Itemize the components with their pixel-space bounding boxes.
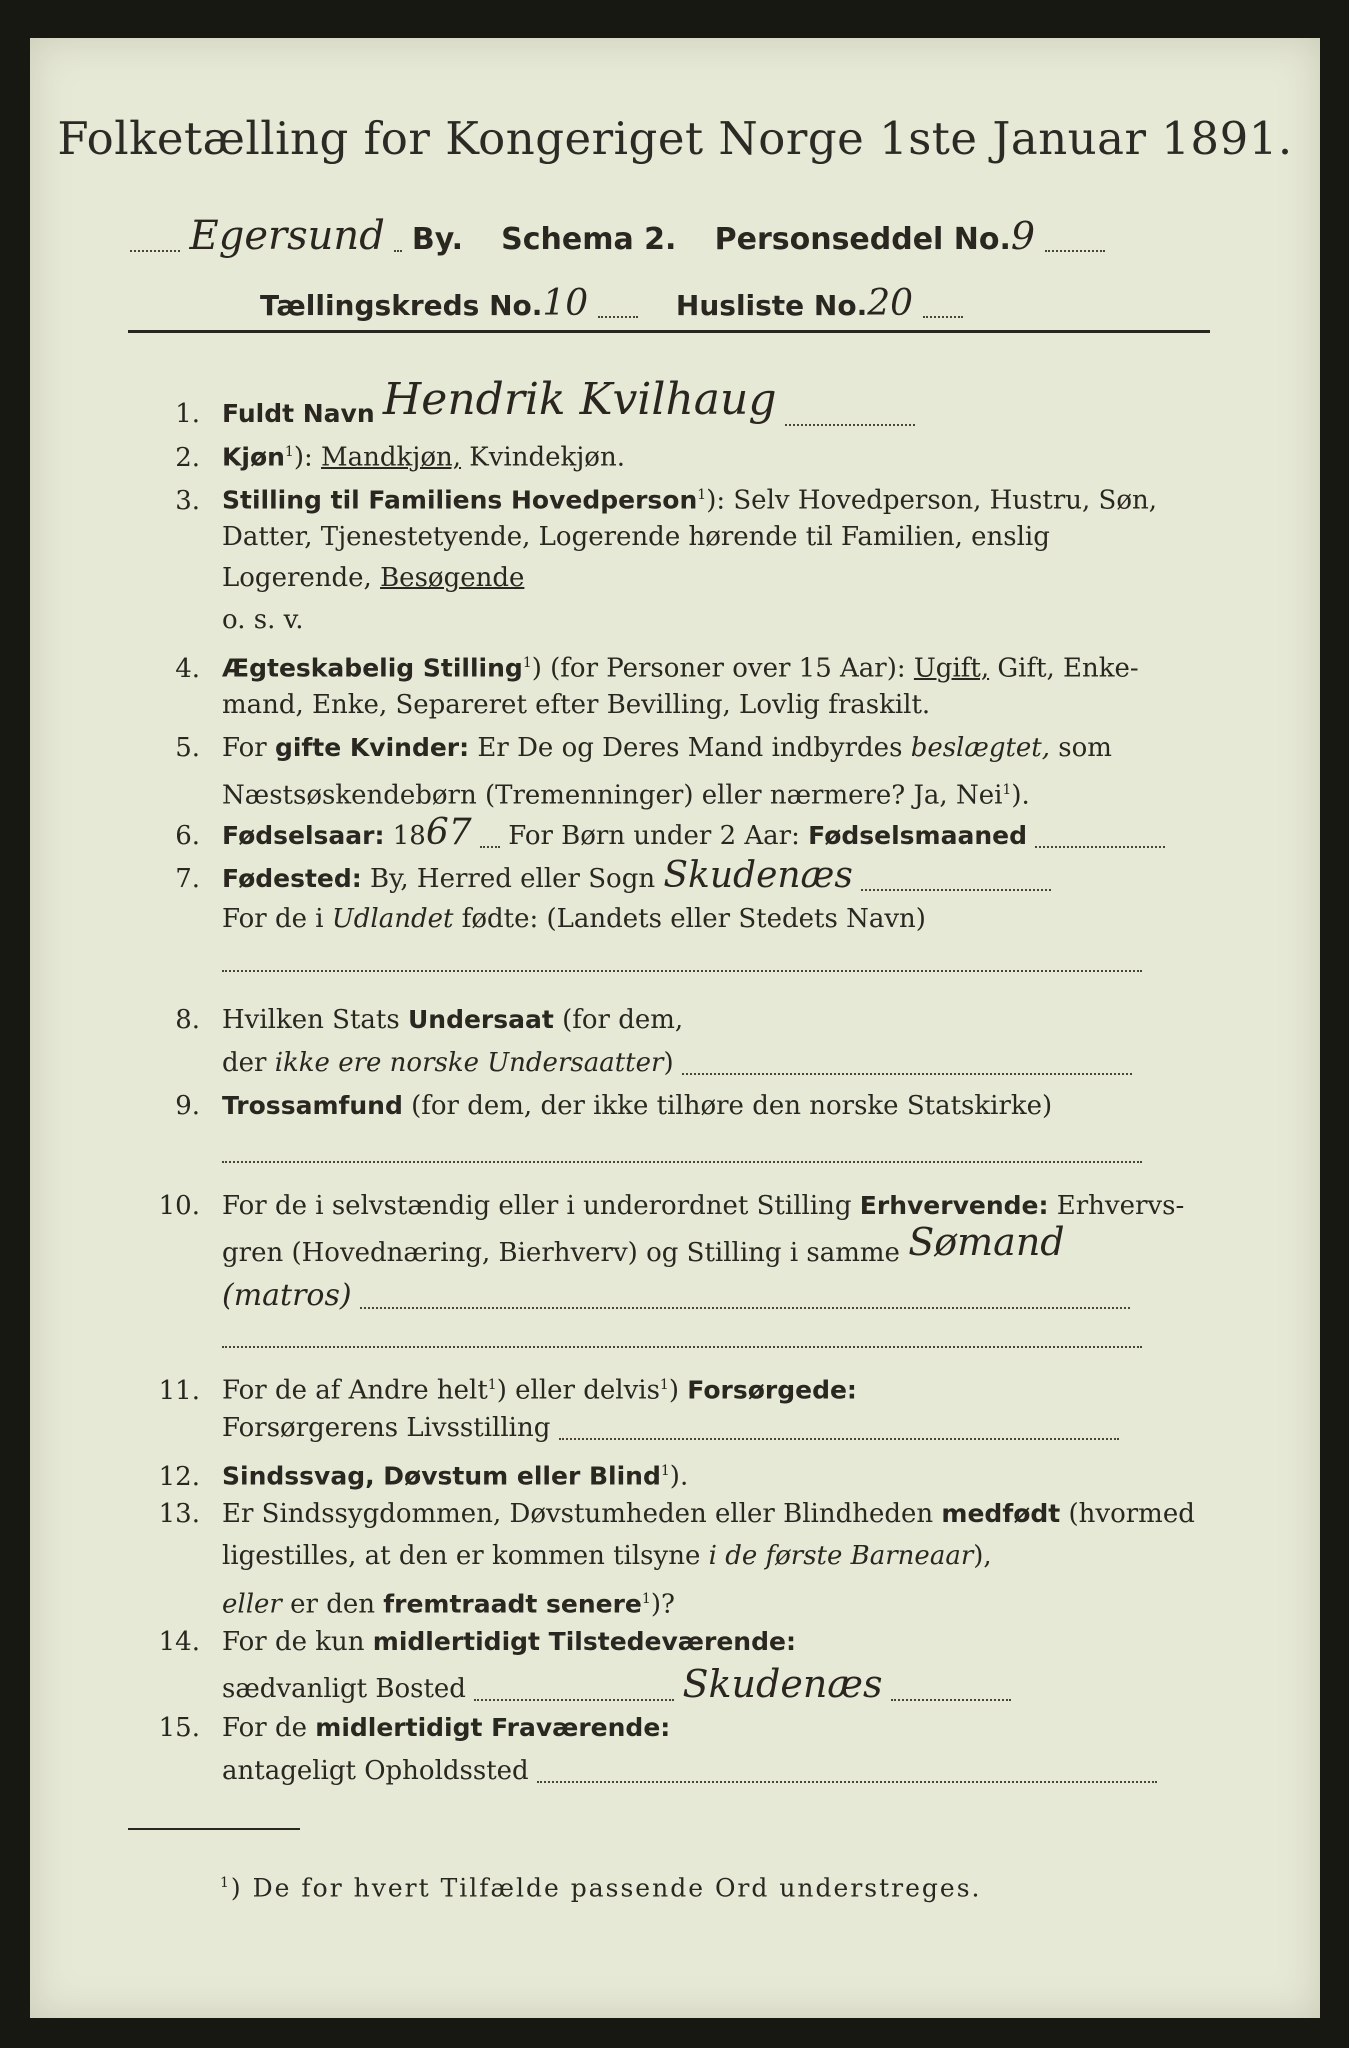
text: ) [663,1048,674,1078]
option-kvindekjon: Kvindekjøn. [469,442,625,473]
item-label: medfødt [941,1499,1061,1528]
dotted-leader [923,296,963,318]
item-label: Forsørgede: [687,1375,857,1405]
item-number: 7. [175,864,200,894]
item-number: 14. [158,1627,200,1657]
text: ligestilles, at den er kommen tilsyne [222,1541,701,1571]
birthplace-handwritten: Skudenæs [663,855,853,896]
text: For de kun [222,1627,365,1657]
text: er den [290,1589,375,1620]
text: ) [668,1375,679,1406]
full-name-handwritten: Hendrik Kvilhaug [382,374,777,425]
footnote [220,1863,1298,1908]
option-ugift-underlined: Ugift, [913,653,990,684]
item-5 [130,728,1208,768]
footnote-ref: 1 [659,1377,669,1393]
dotted-leader [480,826,500,848]
item-label: Trossamfund [222,1091,403,1120]
item-number: 11. [158,1375,200,1406]
item-number: 1. [175,399,200,429]
form-title: Folketælling for Kongeriget Norge 1ste Januar 1891. [57,112,1293,165]
dotted-leader [598,296,638,318]
item-7 [130,856,1208,899]
item-label: Sindssvag, Døvstum eller Blind [222,1461,661,1491]
text: beslægtet, [910,733,1051,763]
item-label: Fuldt Navn [222,399,375,428]
text: For de i [222,904,324,934]
item-label: Undersaat [407,1005,554,1034]
item-9 [130,1086,1208,1126]
personseddel-number: 9 [1010,214,1036,258]
item-11-cont [130,1408,1300,1448]
text: )? [650,1589,675,1620]
item-label: fremtraadt senere [383,1589,642,1619]
text: Forsørgerens Livsstilling [222,1413,551,1443]
footnote-ref: 1 [697,487,707,503]
item-label: Kjøn [222,442,285,472]
item-6 [130,813,1208,856]
item-13 [130,1494,1208,1534]
footnote-ref: 1 [1002,782,1012,798]
item-8-cont [130,1043,1300,1083]
husliste-label: Husliste No. [675,289,868,322]
text: o. s. v. [222,605,304,635]
residence-handwritten: Skudenæs [682,1662,883,1706]
item-number: 13. [158,1499,200,1529]
text: i de første Barneaar [708,1541,974,1571]
text: (for dem, der ikke tilhøre den norske Statskirke) [411,1091,1053,1121]
item-7-cont [130,899,1300,939]
option-besogende-underlined: Besøgende [380,563,525,593]
text: ) (for Personer over 15 Aar): [531,653,906,684]
item-number: 5. [175,733,200,763]
dotted-leader [682,1053,1132,1075]
item-11 [130,1365,1208,1411]
item-number: 15. [158,1713,200,1743]
item-10-cont [130,1220,1300,1273]
town-handwritten: Egersund [189,213,385,259]
option-mandkjon-underlined: Mandkjøn, [321,442,462,473]
dotted-leader [861,869,1051,891]
text: For de af Andre helt [222,1375,488,1406]
item-number: 4. [175,653,200,684]
text: Er De og Deres Mand indbyrdes [477,733,903,763]
item-12 [130,1451,1208,1497]
text: Logerende, [222,563,372,593]
text: der [222,1048,267,1078]
item-number: 8. [175,1005,200,1035]
dotted-leader [222,950,1142,972]
text: Næstsøskendebørn (Tremenninger) eller nærmere? Ja, Nei [222,780,1003,811]
footnote-ref: 1 [220,1875,231,1891]
text: ikke ere norske Undersaatter [274,1048,664,1078]
text: som [1058,733,1112,763]
item-14-cont [130,1664,1300,1709]
text: 18 [392,821,426,851]
text: eller [222,1589,282,1620]
item-10-blank [130,1316,1300,1356]
dotted-leader [785,404,915,426]
item-4-cont [130,685,1300,725]
dotted-leader [1035,826,1165,848]
text: antageligt Opholdssted [222,1756,529,1786]
item-15 [130,1708,1208,1748]
text: Datter, Tjenestetyende, Logerende hørende til Familien, enslig [222,522,1050,552]
footnote-ref: 1 [660,1463,670,1479]
item-3-cont [130,558,1300,598]
item-7-blank [130,940,1300,980]
text: ), [973,1541,992,1571]
item-number: 12. [158,1461,200,1492]
item-15-cont [130,1751,1300,1791]
dotted-leader [394,230,402,252]
by-label: By. [411,222,463,257]
footnote-ref: 1 [522,655,532,671]
occupation-handwritten: Sømand [908,1220,1065,1264]
item-2 [130,432,1208,478]
item-4 [130,643,1208,689]
item-label: Fødselsaar: [222,821,385,850]
kreds-line [260,284,1338,326]
header-rule [128,330,1210,333]
text: ). [1011,780,1030,811]
item-number: 10. [158,1191,200,1221]
text: Erhvervs- [1056,1191,1185,1221]
husliste-number: 20 [867,283,914,324]
text: Gift, Enke- [997,653,1139,684]
schema-label: Schema 2. [501,222,677,257]
item-label: Stilling til Familiens Hovedperson [222,485,698,515]
item-13-cont [130,1579,1300,1625]
text: fødte: (Landets eller Stedets Navn) [461,904,926,934]
text: mand, Enke, Separeret efter Bevilling, Lovlig fraskilt. [222,690,931,720]
item-3-cont [130,517,1300,557]
footnote-text: ) De for hvert Tilfælde passende Ord understreges. [230,1873,982,1903]
item-label: Fødested: [222,864,362,893]
text: Hvilken Stats [222,1005,400,1035]
item-number: 3. [175,485,200,516]
census-form-sheet [30,38,1320,2018]
item-3-cont [130,600,1300,640]
item-number: 6. [175,821,200,851]
footnote-ref: 1 [487,1377,497,1393]
dotted-leader [537,1761,1157,1783]
dotted-leader [891,1679,1011,1701]
text: For [222,733,267,763]
dotted-leader [559,1418,1119,1440]
kreds-label: Tællingskreds No. [260,289,543,322]
text: ): [293,442,313,473]
text: For de i selvstændig eller i underordnet Stilling [222,1191,852,1221]
item-number: 9. [175,1091,200,1121]
occupation-detail-handwritten: (matros) [222,1278,352,1313]
item-label: Ægteskabelig Stilling [222,653,523,683]
item-label: Fødselsmaaned [808,821,1027,850]
footnote-rule [128,1828,300,1830]
item-10-cont2 [130,1276,1300,1317]
item-8 [130,1000,1208,1040]
personseddel-label: Personseddel No. [714,222,1011,257]
item-label: midlertidigt Fraværende: [315,1713,671,1742]
schema-line [130,213,1208,260]
dotted-leader [1045,230,1105,252]
text: For Børn under 2 Aar: [508,821,800,851]
text: (hvormed [1068,1499,1195,1529]
item-label: Erhvervende: [859,1191,1049,1220]
item-label: gifte Kvinder: [274,733,470,762]
birth-year-handwritten: 67 [425,812,472,853]
dotted-leader [474,1679,674,1701]
footnote-ref: 1 [284,444,294,460]
text: Udlandet [331,904,454,934]
kreds-number: 10 [542,283,589,324]
item-1 [130,374,1208,434]
item-3 [130,475,1208,521]
text: (for dem, [562,1005,684,1035]
text: By, Herred eller Sogn [370,864,656,894]
item-13-cont [130,1536,1300,1576]
text: ): Selv Hovedperson, Hustru, Søn, [706,485,1158,516]
text: sædvanligt Bosted [222,1674,466,1704]
text: ) eller delvis [496,1375,660,1406]
text: Er Sindssygdommen, Døvstumheden eller Blindheden [222,1499,934,1529]
item-label: midlertidigt Tilstedeværende: [372,1627,796,1656]
text: For de [222,1713,307,1743]
item-14 [130,1622,1208,1662]
item-number: 2. [175,442,200,473]
dotted-leader [222,1326,1142,1348]
text: ). [669,1461,689,1492]
dotted-leader [222,1141,1142,1163]
item-9-blank [130,1131,1300,1171]
footnote-ref: 1 [641,1591,651,1607]
item-5-cont [130,770,1300,816]
text: gren (Hovednæring, Bierhverv) og Stilling i samme [222,1238,900,1268]
dotted-leader [130,230,180,252]
dotted-leader [360,1287,1130,1309]
